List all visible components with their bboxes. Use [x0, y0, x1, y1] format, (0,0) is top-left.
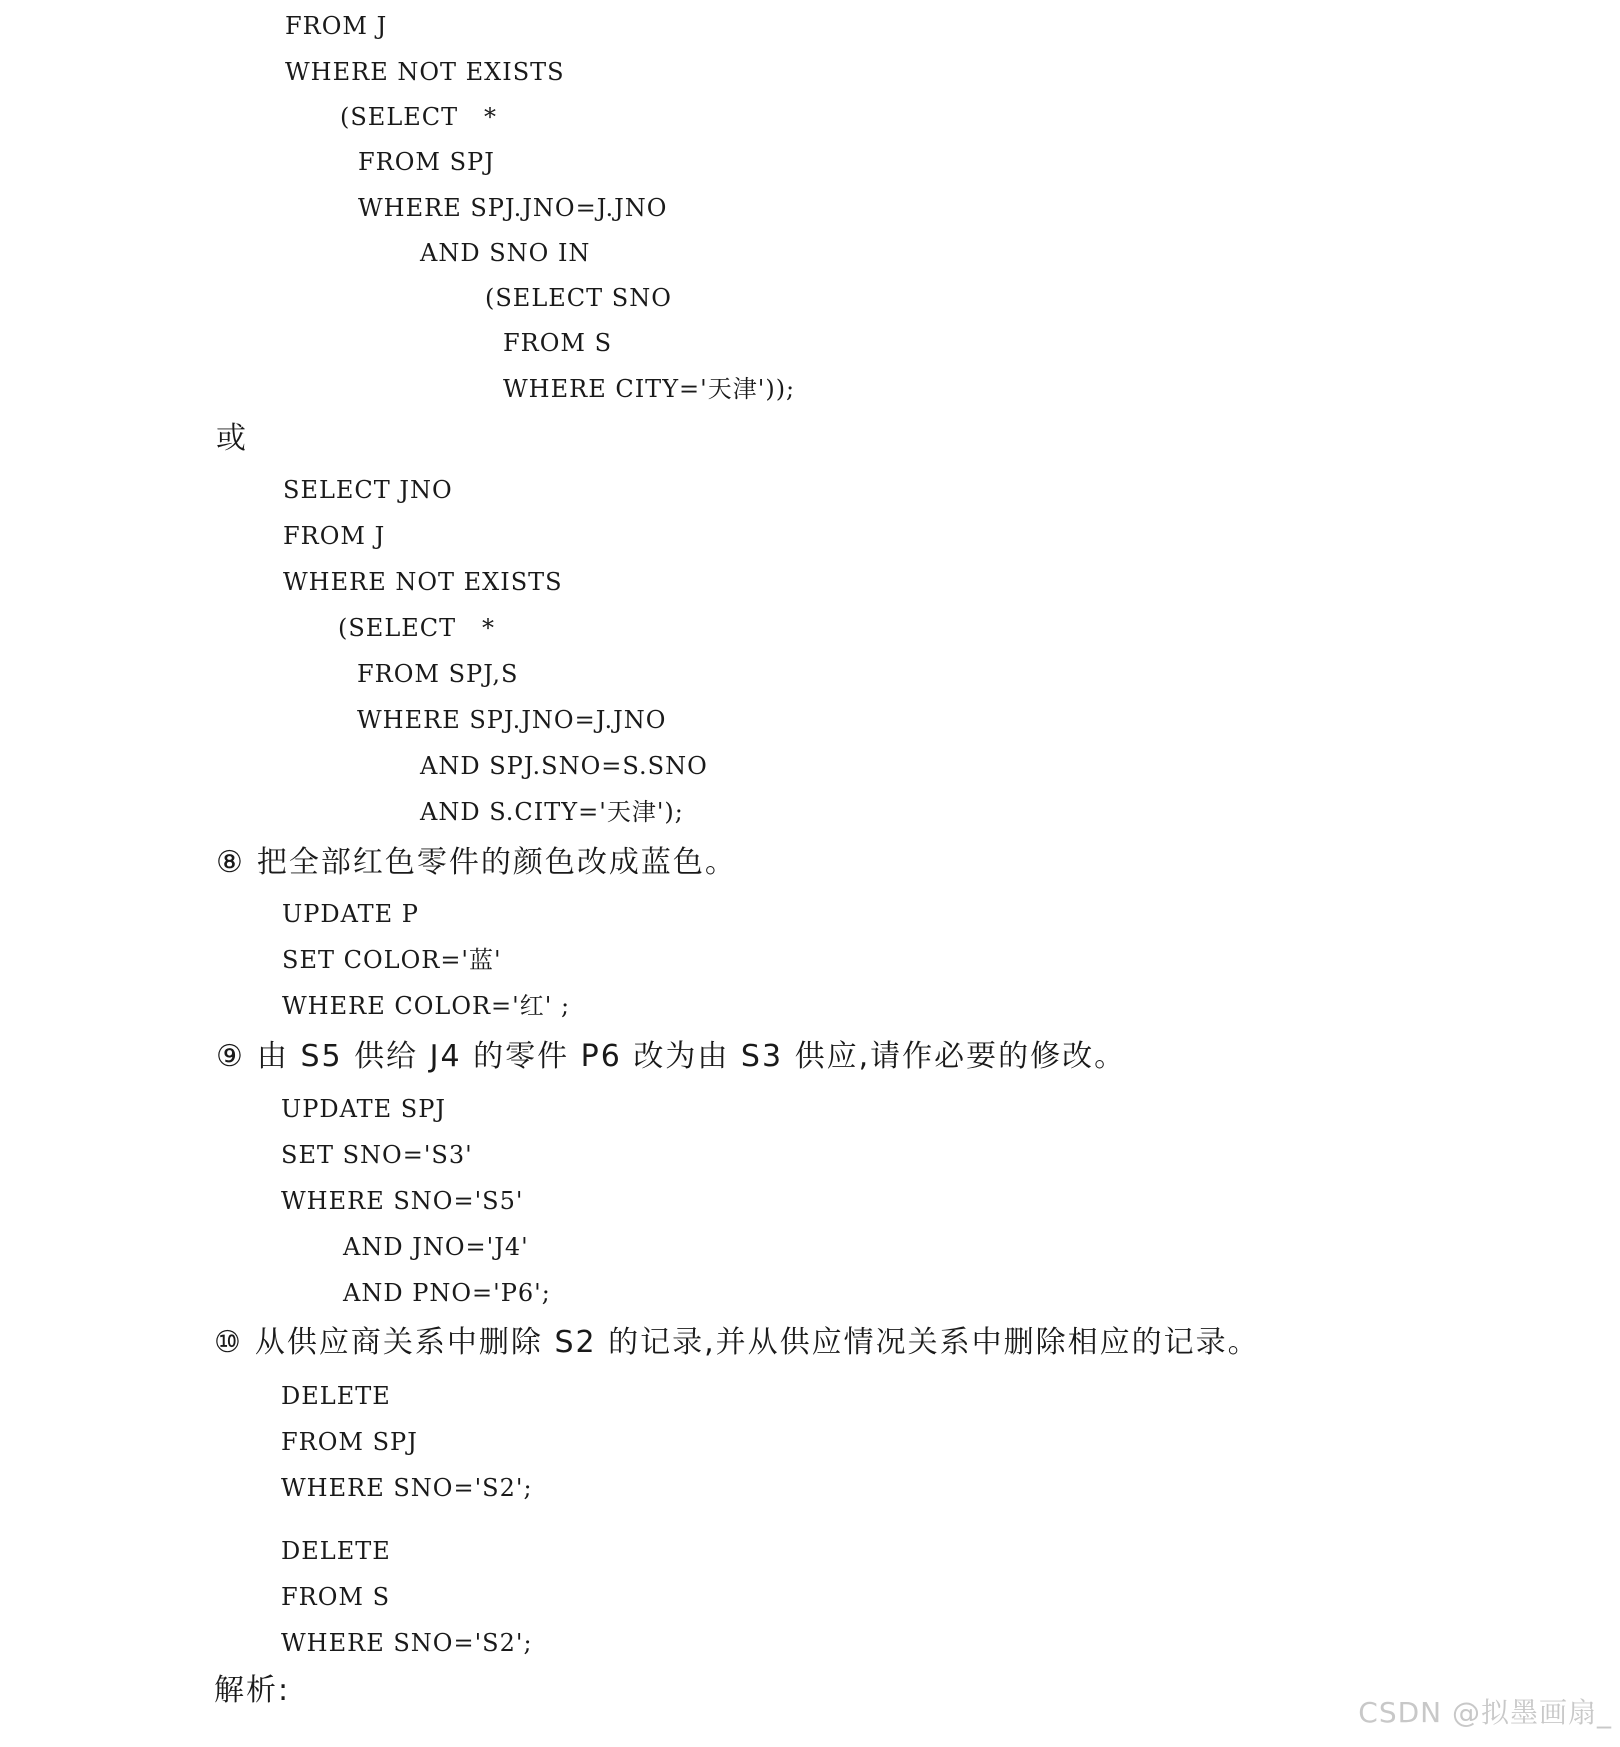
- code-line: FROM J: [283, 522, 386, 550]
- question-10: [214, 1325, 1260, 1360]
- code-line: FROM SPJ: [358, 148, 495, 176]
- code-line: DELETE: [281, 1382, 391, 1410]
- code-line: WHERE SPJ.JNO=J.JNO: [357, 706, 667, 734]
- code-line: (SELECT *: [340, 103, 498, 131]
- or-label: 或: [216, 421, 248, 456]
- question-8: [216, 845, 737, 880]
- code-line: FROM SPJ,S: [357, 660, 519, 688]
- code-line: AND SNO IN: [420, 239, 591, 267]
- code-line: AND S.CITY='天津');: [420, 798, 684, 826]
- code-line: FROM S: [281, 1583, 391, 1611]
- code-line: (SELECT *: [338, 614, 496, 642]
- code-line: WHERE CITY='天津'));: [503, 375, 796, 403]
- code-line: (SELECT SNO: [485, 284, 672, 312]
- code-line: FROM SPJ: [281, 1428, 418, 1456]
- code-line: WHERE SPJ.JNO=J.JNO: [358, 194, 668, 222]
- code-line: AND JNO='J4': [343, 1233, 529, 1261]
- code-line: AND PNO='P6';: [343, 1279, 551, 1307]
- code-line: DELETE: [281, 1537, 391, 1565]
- code-line: FROM J: [285, 12, 388, 40]
- question-marker: ⑩: [214, 1325, 243, 1360]
- question-9: [216, 1039, 1127, 1074]
- code-line: UPDATE P: [282, 900, 419, 928]
- code-line: WHERE SNO='S2';: [281, 1629, 533, 1657]
- code-line: UPDATE SPJ: [281, 1095, 447, 1123]
- question-text: 把全部红色零件的颜色改成蓝色。: [256, 845, 737, 880]
- code-line: WHERE SNO='S5': [281, 1187, 524, 1215]
- question-marker: ⑨: [216, 1039, 245, 1074]
- csdn-watermark: CSDN @拟墨画扇_: [1358, 1696, 1612, 1729]
- code-line: SET SNO='S3': [281, 1141, 473, 1169]
- code-line: WHERE COLOR='红' ;: [282, 992, 571, 1020]
- code-line: WHERE NOT EXISTS: [283, 568, 563, 596]
- code-line: AND SPJ.SNO=S.SNO: [420, 752, 708, 780]
- question-text: 由 S5 供给 J4 的零件 P6 改为由 S3 供应,请作必要的修改。: [256, 1039, 1127, 1074]
- analysis-label: 解析:: [214, 1673, 291, 1708]
- question-text: 从供应商关系中删除 S2 的记录,并从供应情况关系中删除相应的记录。: [254, 1325, 1260, 1360]
- question-marker: ⑧: [216, 845, 245, 880]
- code-line: SELECT JNO: [283, 476, 453, 504]
- code-line: SET COLOR='蓝': [282, 946, 502, 974]
- code-line: FROM S: [503, 329, 613, 357]
- code-line: WHERE SNO='S2';: [281, 1474, 533, 1502]
- code-line: WHERE NOT EXISTS: [285, 58, 565, 86]
